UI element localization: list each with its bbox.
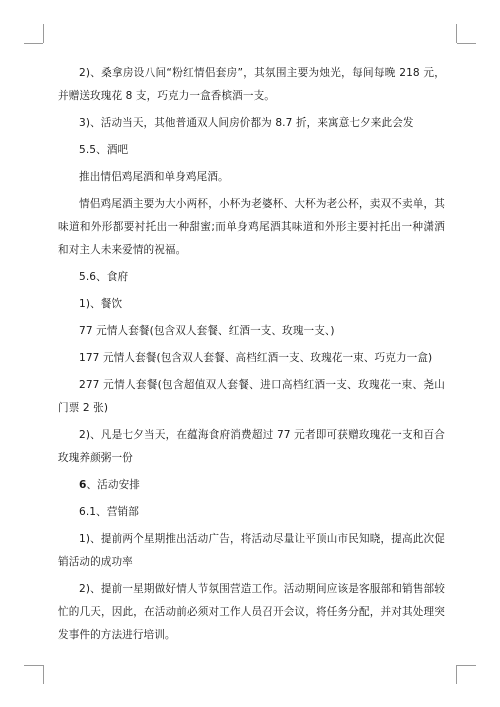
crop-mark-bottom-left xyxy=(24,665,43,666)
section-number: 6 xyxy=(79,479,87,491)
crop-mark-bottom-left xyxy=(43,665,44,684)
paragraph-package-177: 177 元情人套餐(包含双人套餐、高档红酒一支、玫瑰花一束、巧克力一盒) xyxy=(79,352,433,364)
paragraph-sauna-rooms: 2)、桑拿房设八间“粉红情侣套房”，其氛围主要为烛光，每间每晚 218 元，并赠送玫瑰花 8 支，巧克力一盒香槟酒一支。 xyxy=(58,67,445,102)
crop-mark-top-right xyxy=(457,43,476,44)
paragraph-package-277: 277 元情人套餐(包含超值双人套餐、进口高档红酒一支、玫瑰花一束、尧山门票 2 张) xyxy=(58,379,445,414)
crop-mark-top-left xyxy=(24,43,43,44)
crop-mark-top-right xyxy=(456,24,457,43)
section-heading-text: 、活动安排 xyxy=(86,479,140,491)
crop-mark-bottom-right xyxy=(457,665,476,666)
crop-mark-bottom-right xyxy=(456,665,457,684)
paragraph-qixi-gift: 2)、凡是七夕当天，在蕴海食府消费超过 77 元者即可获赠玫瑰花一支和百合玫瑰养颜粥一份 xyxy=(58,429,445,464)
paragraph-atmosphere: 2)、提前一星期做好情人节氛围营造工作。活动期间应该是客服部和销售部较忙的几天，因此，在活动前必须对工作人员召开会议，将任务分配，并对其处理突发事件的方法进行培训。 xyxy=(58,583,445,641)
paragraph-couple-cocktail: 情侣鸡尾酒主要为大小两杯，小杯为老婆杯、大杯为老公杯，卖双不卖单，其味道和外形都要衬托出一种甜蜜;而单身鸡尾酒其味道和外形主要衬托出一种潇洒和对主人未来爱情的祝福。 xyxy=(58,198,445,256)
crop-mark-top-left xyxy=(43,24,44,43)
section-heading-restaurant: 5.6、食府 xyxy=(79,271,129,283)
paragraph-package-77: 77 元情人套餐(包含双人套餐、红酒一支、玫瑰一支、) xyxy=(79,325,335,337)
document-body xyxy=(58,62,445,651)
section-heading-bar: 5.5、酒吧 xyxy=(79,144,129,156)
paragraph-cocktails: 推出情侣鸡尾酒和单身鸡尾酒。 xyxy=(79,171,229,183)
subheading-dining: 1)、餐饮 xyxy=(79,298,123,310)
paragraph-room-discount: 3)、活动当天，其他普通双人间房价都为 8.7 折，来寓意七夕来此会发 xyxy=(79,117,414,129)
section-heading-marketing: 6.1、营销部 xyxy=(79,506,139,518)
paragraph-advertising: 1)、提前两个星期推出活动广告，将活动尽量让平顶山市民知晓，提高此次促销活动的成功率 xyxy=(58,533,445,568)
section-heading-activity xyxy=(58,474,445,497)
